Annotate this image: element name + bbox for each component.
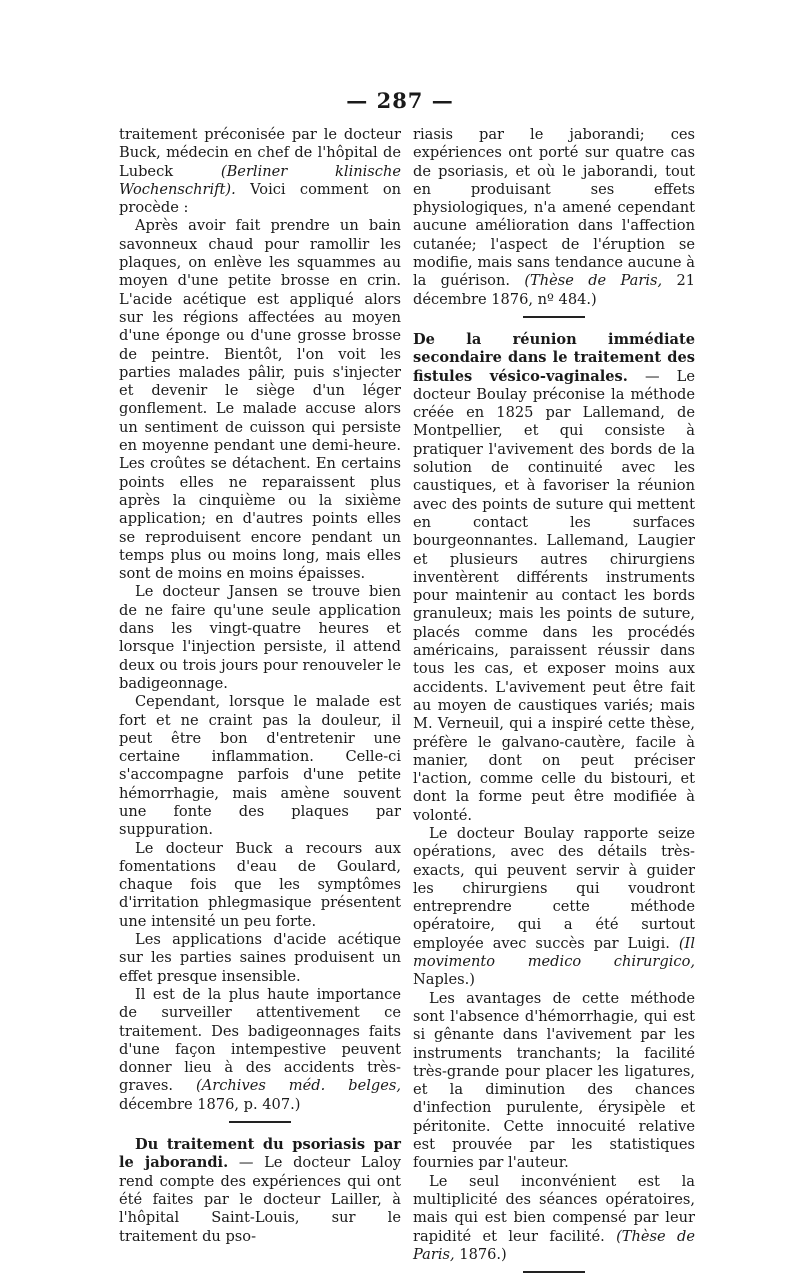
citation: (Archives méd. belges,	[196, 1077, 401, 1095]
paragraph: Après avoir fait prendre un bain savonneux chaud pour ramollir les plaques, on enlève les squammes au moyen d'une petite brosse en crin. L'acide acétique est appliqué alors sur les régions affectées au moyen d'une éponge ou d'une grosse brosse de peintre. Bientôt, l'on voit les parties malades pâlir, puis s'injecter et devenir le siège d'un léger gonflement. Le malade accuse alors un sentiment de cuisson qui persiste en moyenne pendant une demi-heure. Les croûtes se détachent. En certains points elles ne reparaissent plus après la cinquième ou la sixième application; en d'autres points elles se reproduisent encore pendant un temps plus ou moins long, mais elles sont de moins en moins épaisses.	[119, 217, 401, 583]
section-heading: Du traitement du psoriasis par le jaborandi.	[119, 1136, 401, 1172]
paragraph: Il est de la plus haute importance de surveiller attentivement ce traitement. Des badigeonnages faits d'une façon intempestive peuvent donner lieu à des accidents très-graves. (Archives méd. belges, décembre 1876, p. 407.)	[119, 985, 401, 1113]
right-column	[413, 126, 695, 1286]
citation: (Thèse de Paris,	[413, 1227, 695, 1263]
paragraph: Le docteur Jansen se trouve bien de ne faire qu'une seule application dans les vingt-quatre heures et lorsque l'injection persiste, il attend deux ou trois jours pour renouveler le badigeonnage.	[119, 583, 401, 692]
page-number: — 287 —	[346, 88, 454, 113]
section-paragraph: De la réunion immédiate secondaire dans le traitement des fistules vésico-vaginales. — Le docteur Boulay préconise la méthode créée en 1825 par Lallemand, de Montpellier, et qui consiste à pratiquer l'avivement des bords de la solution de continuité avec les caustiques, et à favoriser la réunion avec des points de suture qui mettent en contact les surfaces bourgeonnantes. Lallemand, Laugier et plusieurs autres chirurgiens inventèrent différents instruments pour maintenir au contact les bords granuleux; mais les points de suture, placés comme dans les procédés américains, paraissent réussir dans tous les cas, et exposer moins aux accidents. L'avivement peut être fait au moyen de caustiques variés; mais M. Verneuil, qui a inspiré cette thèse, préfère le galvano-cautère, facile à manier, dont on peut préciser l'action, comme celle du bistouri, et dont la forme peut être modifiée à volonté.	[413, 330, 695, 824]
paragraph: Le docteur Buck a recours aux fomentations d'eau de Goulard, chaque fois que les symptômes d'irritation phlegmasique présentent une intensité un peu forte.	[119, 839, 401, 930]
section-heading: De la réunion immédiate secondaire dans le traitement des fistules vésico-vaginales.	[413, 330, 695, 385]
paragraph: Les avantages de cette méthode sont l'absence d'hémorrhagie, qui est si gênante dans l'avivement par les instruments tranchants; la facilité très-grande pour placer les ligatures, et la diminution des chances d'infection purulente, érysipèle et péritonite. Cette innocuité relative est prouvée par les statistiques fournies par l'auteur.	[413, 989, 695, 1172]
paragraph: traitement préconisée par le docteur Buck, médecin en chef de l'hôpital de Lubeck (Berliner klinische Wochenschrift). Voici comment on procède :	[119, 126, 401, 217]
section-divider	[229, 1121, 291, 1123]
left-column	[119, 126, 401, 1246]
citation: (Berliner klinische Wochenschrift).	[119, 162, 401, 198]
citation: (Il movimento medico chirurgico,	[413, 934, 695, 971]
paragraph: Les applications d'acide acétique sur les parties saines produisent un effet presque insensible.	[119, 931, 401, 985]
paragraph: riasis par le jaborandi; ces expériences ont porté sur quatre cas de psoriasis, et où le jaborandi, tout en produisant ses effets physiologiques, n'a amené cependant aucune amélioration dans l'affection cutanée; l'aspect de l'éruption se modifie, mais sans tendance aucune à la guérison. (Thèse de Paris, 21 décembre 1876, nº 484.)	[413, 126, 696, 308]
citation: (Thèse de Paris,	[524, 272, 663, 290]
section-paragraph: Du traitement du psoriasis par le jaborandi. — Le docteur Laloy rend compte des expériences qui ont été faites par le docteur Lailler, à l'hôpital Saint-Louis, sur le traitement du pso-	[119, 1136, 401, 1245]
section-divider	[523, 316, 585, 318]
paragraph: Cependant, lorsque le malade est fort et ne craint pas la douleur, il peut être bon d'entretenir une certaine inflammation. Celle-ci s'accompagne parfois d'une petite hémorrhagie, mais amène souvent une fonte des plaques par suppuration.	[119, 693, 401, 839]
paragraph: Le seul inconvénient est la multiplicité des séances opératoires, mais qui est bien compensé par leur rapidité et leur facilité. (Thèse de Paris, 1876.)	[413, 1172, 695, 1263]
section-divider	[523, 1271, 585, 1273]
paragraph: Le docteur Boulay rapporte seize opérations, avec des détails très-exacts, qui peuvent servir à guider les chirurgiens qui voudront entreprendre cette méthode opératoire, qui a été surtout employée avec succès par Luigi. (Il movimento medico chirurgico, Naples.)	[413, 824, 695, 989]
